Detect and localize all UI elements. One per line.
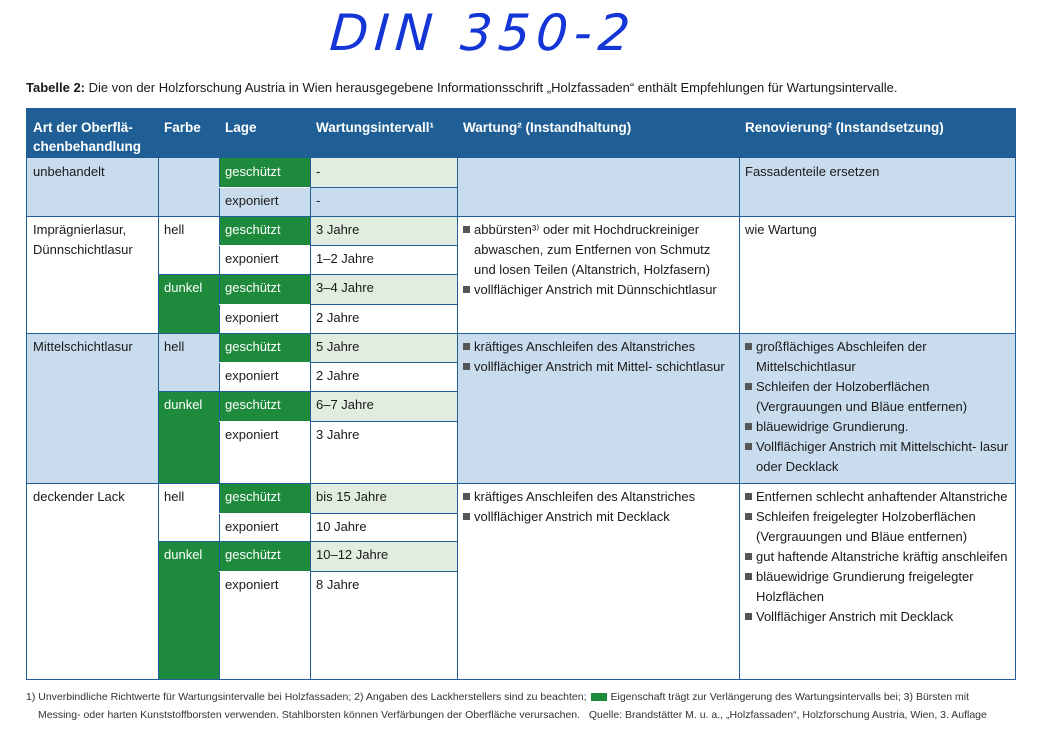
cell-separator <box>219 362 310 363</box>
col-divider <box>457 158 458 679</box>
art-line: Imprägnierlasur, <box>33 222 127 237</box>
row-divider <box>27 333 1015 334</box>
intervall-cell: 1–2 Jahre <box>310 245 457 274</box>
bullet-item: kräftiges Anschleifen des Altanstriches <box>463 337 733 357</box>
art-deckender-lack: deckender Lack <box>27 483 158 679</box>
intervall-cell: - <box>310 158 457 187</box>
cell-separator <box>219 245 310 246</box>
farbe-dunkel: dunkel <box>158 541 219 679</box>
header-farbe: Farbe <box>158 109 219 158</box>
row-divider <box>310 571 457 572</box>
lage-cell: exponiert <box>219 571 310 679</box>
table-caption <box>26 80 897 95</box>
bullet-item: Entfernen schlecht anhaftender Altanstriche <box>745 487 1009 507</box>
col-divider <box>310 158 311 679</box>
lage-cell: exponiert <box>219 421 310 483</box>
art-unbehandelt: unbehandelt <box>27 158 158 216</box>
lage-cell: exponiert <box>219 513 310 541</box>
bullet-item: vollflächiger Anstrich mit Decklack <box>463 507 733 527</box>
handwritten-note: DIN 350-2 <box>327 4 638 62</box>
wartung-impraegnierlasur <box>457 216 739 333</box>
col-divider <box>158 158 159 679</box>
farbe-hell: hell <box>158 216 219 274</box>
farbe-unbehandelt <box>158 158 219 216</box>
intervall-cell: 3 Jahre <box>310 421 457 483</box>
intervall-cell: 2 Jahre <box>310 304 457 333</box>
bullet-item: bläuewidrige Grundierung. <box>745 417 1009 437</box>
lage-cell: geschützt <box>219 391 310 421</box>
caption-text: Die von der Holzforschung Austria in Wien herausgegebene Informationsschrift „Holzfassaden“ enthält Empfehlungen für Wartungsintervalle. <box>88 80 898 95</box>
renovierung-unbehandelt: Fassadenteile ersetzen <box>739 158 1015 216</box>
bullet-item: Vollflächiger Anstrich mit Decklack <box>745 607 1009 627</box>
art-line: Dünnschichtlasur <box>33 242 133 257</box>
row-divider <box>310 421 457 422</box>
lage-cell: exponiert <box>219 304 310 333</box>
art-mittelschichtlasur: Mittelschichtlasur <box>27 333 158 483</box>
intervall-cell: 3 Jahre <box>310 216 457 245</box>
farbe-dunkel: dunkel <box>158 391 219 483</box>
farbe-hell: hell <box>158 333 219 391</box>
cell-separator <box>219 513 310 514</box>
intervall-cell: 3–4 Jahre <box>310 274 457 304</box>
intervall-cell: 2 Jahre <box>310 362 457 391</box>
header-art: Art der Oberflä- chenbehandlung <box>27 109 158 158</box>
row-divider <box>310 187 457 188</box>
intervall-cell: bis 15 Jahre <box>310 483 457 513</box>
farbe-hell: hell <box>158 483 219 541</box>
lage-cell: exponiert <box>219 187 310 216</box>
renovierung-mittelschichtlasur <box>739 333 1015 483</box>
footnote-part1: 1) Unverbindliche Richtwerte für Wartungsintervalle bei Holzfassaden; 2) Angaben des Lackherstellers sind zu beachten; <box>26 691 587 703</box>
bullet-item: gut haftende Altanstriche kräftig anschleifen <box>745 547 1009 567</box>
lage-cell: geschützt <box>219 483 310 513</box>
bullet-item: Vollflächiger Anstrich mit Mittelschicht- lasur oder Decklack <box>745 437 1009 477</box>
row-divider <box>310 362 457 363</box>
lage-cell: geschützt <box>219 158 310 187</box>
row-divider <box>158 274 457 275</box>
lage-cell: exponiert <box>219 245 310 274</box>
footnote-part2: Eigenschaft trägt zur Verlängerung des Wartungsintervalls bei; 3) Bürsten mit <box>610 691 970 703</box>
row-divider <box>27 216 1015 217</box>
bullet-item: Schleifen freigelegter Holzoberflächen (Vergrauungen und Bläue entfernen) <box>745 507 1009 547</box>
cell-separator <box>219 571 310 572</box>
bullet-item: abbürsten³⁾ oder mit Hochdruckreiniger abwaschen, zum Entfernen von Schmutz und losen Teilen (Altanstrich, Holzfasern) <box>463 220 733 280</box>
lage-cell: exponiert <box>219 362 310 391</box>
green-legend-swatch <box>591 693 607 701</box>
row-divider <box>27 483 1015 484</box>
col-divider <box>219 158 220 679</box>
row-divider <box>158 541 457 542</box>
caption-label: Tabelle 2: <box>26 80 86 95</box>
footnote-part3: Messing- oder harten Kunststoffborsten verwenden. Stahlborsten können Verfärbungen der Oberfläche verursachen. <box>38 709 581 721</box>
cell-separator <box>219 421 310 422</box>
lage-cell: geschützt <box>219 541 310 571</box>
intervall-cell: 8 Jahre <box>310 571 457 679</box>
row-divider <box>310 304 457 305</box>
lage-cell: geschützt <box>219 333 310 362</box>
cell-separator <box>219 187 310 188</box>
row-divider <box>310 513 457 514</box>
col-divider <box>739 158 740 679</box>
wartung-mittelschichtlasur <box>457 333 739 483</box>
intervall-cell: 5 Jahre <box>310 333 457 362</box>
intervall-cell: - <box>310 187 457 216</box>
farbe-dunkel: dunkel <box>158 274 219 333</box>
art-impraegnierlasur <box>27 216 158 333</box>
intervall-cell: 10–12 Jahre <box>310 541 457 571</box>
bullet-item: bläuewidrige Grundierung freigelegter Holzflächen <box>745 567 1009 607</box>
wartung-unbehandelt <box>457 158 739 216</box>
table-footnote <box>26 688 1026 724</box>
row-divider <box>310 245 457 246</box>
renovierung-impraegnierlasur: wie Wartung <box>739 216 1015 333</box>
intervall-cell: 10 Jahre <box>310 513 457 541</box>
bullet-item: vollflächiger Anstrich mit Mittel- schichtlasur <box>463 357 733 377</box>
footnote-source: Quelle: Brandstätter M. u. a., „Holzfassaden“, Holzforschung Austria, Wien, 3. Auflage <box>588 709 987 721</box>
bullet-item: kräftiges Anschleifen des Altanstriches <box>463 487 733 507</box>
header-wartung: Wartung² (Instandhaltung) <box>457 109 739 158</box>
header-lage: Lage <box>219 109 310 158</box>
header-renovierung: Renovierung² (Instandsetzung) <box>739 109 1015 158</box>
bullet-item: vollflächiger Anstrich mit Dünnschichtlasur <box>463 280 733 300</box>
header-intervall: Wartungsintervall¹ <box>310 109 457 158</box>
bullet-item: Schleifen der Holzoberflächen (Vergrauungen und Bläue entfernen) <box>745 377 1009 417</box>
lage-cell: geschützt <box>219 274 310 304</box>
row-divider <box>158 391 457 392</box>
renovierung-deckender-lack <box>739 483 1015 679</box>
intervall-cell: 6–7 Jahre <box>310 391 457 421</box>
lage-cell: geschützt <box>219 216 310 245</box>
cell-separator <box>219 304 310 305</box>
wartung-deckender-lack <box>457 483 739 679</box>
bullet-item: großflächiges Abschleifen der Mittelschichtlasur <box>745 337 1009 377</box>
